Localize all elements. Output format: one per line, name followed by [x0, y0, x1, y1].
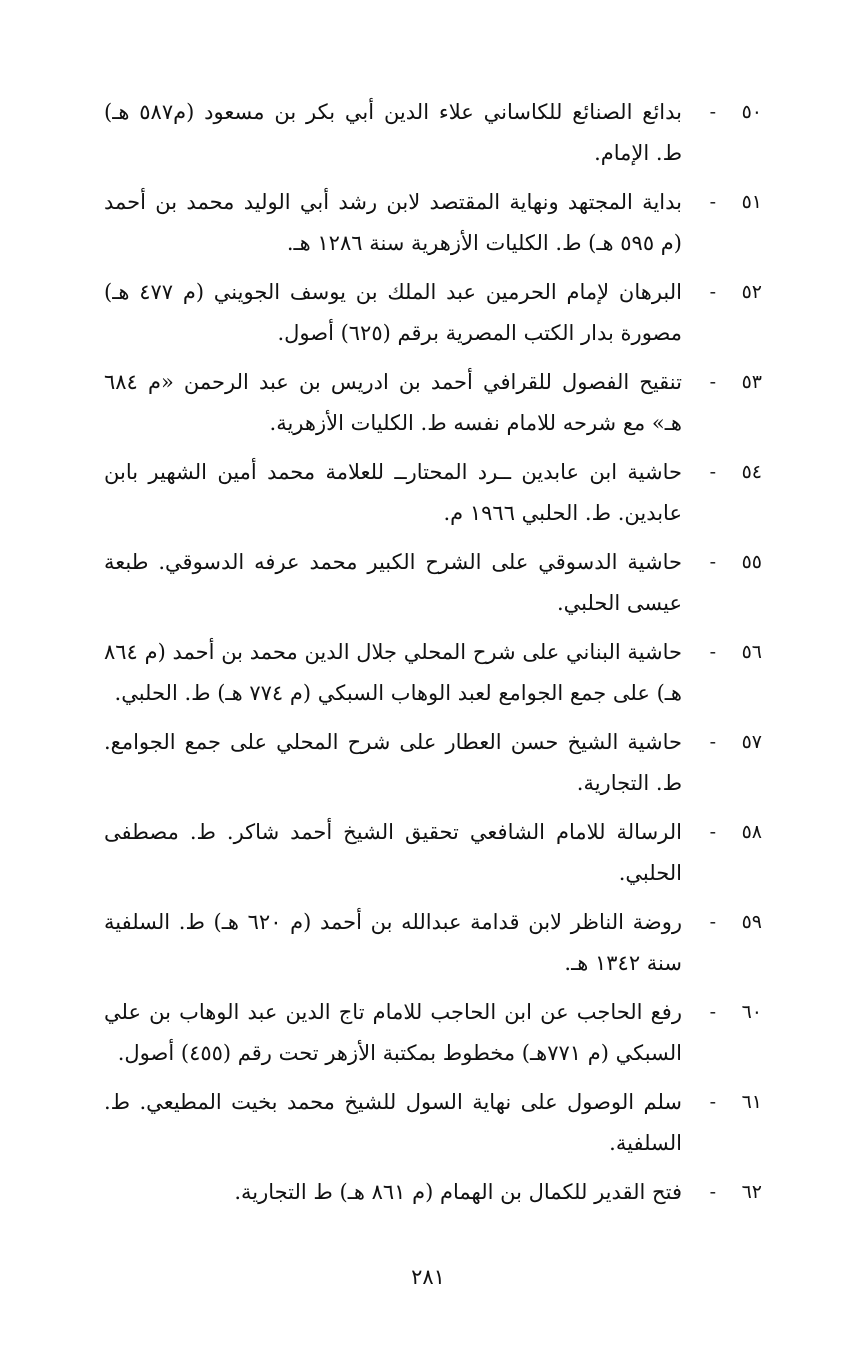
entry-text: حاشية ابن عابدين ــرد المحتارــ للعلامة محمد أمين الشهير بابن عابدين. ط. الحلبي ١٩٦٦ م.	[104, 460, 682, 525]
entry-dash: -	[709, 1181, 716, 1203]
bibliography-entry	[104, 272, 762, 354]
bibliography-entry	[104, 812, 762, 894]
bibliography-list	[104, 92, 762, 1221]
bibliography-entry	[104, 452, 762, 534]
bibliography-entry	[104, 92, 762, 174]
entry-number: ٦٠	[741, 1001, 762, 1023]
entry-number: ٥١	[741, 191, 762, 213]
entry-dash: -	[709, 911, 716, 933]
entry-number: ٥٥	[741, 551, 762, 573]
entry-text: تنقيح الفصول للقرافي أحمد بن ادريس بن عبد الرحمن «م ٦٨٤ هـ» مع شرحه للامام نفسه ط. الكليات الأزهرية.	[104, 370, 682, 435]
entry-number: ٥٤	[741, 461, 762, 483]
entry-number: ٥٢	[741, 281, 762, 303]
entry-number: ٦٢	[741, 1181, 762, 1203]
entry-dash: -	[709, 551, 716, 573]
entry-text: سلم الوصول على نهاية السول للشيخ محمد بخيت المطيعي. ط. السلفية.	[104, 1090, 682, 1155]
bibliography-entry	[104, 632, 762, 714]
bibliography-entry	[104, 722, 762, 804]
entry-dash: -	[709, 1091, 716, 1113]
entry-number: ٥٣	[741, 371, 762, 393]
bibliography-entry	[104, 542, 762, 624]
entry-number: ٥٨	[741, 821, 762, 843]
entry-number: ٥٠	[741, 101, 762, 123]
entry-dash: -	[709, 821, 716, 843]
entry-text: روضة الناظر لابن قدامة عبدالله بن أحمد (م ٦٢٠ هـ) ط. السلفية سنة ١٣٤٢ هـ.	[104, 910, 683, 975]
entry-text: حاشية الشيخ حسن العطار على شرح المحلي على جمع الجوامع. ط. التجارية.	[104, 730, 682, 795]
entry-dash: -	[709, 281, 716, 303]
bibliography-entry	[104, 902, 762, 984]
entry-text: رفع الحاجب عن ابن الحاجب للامام تاج الدين عبد الوهاب بن علي السبكي (م ٧٧١هـ) مخطوط بمكتبة الأزهر تحت رقم (٤٥٥) أصول.	[104, 1000, 682, 1065]
bibliography-entry	[104, 1082, 762, 1164]
bibliography-entry	[104, 362, 762, 444]
entry-dash: -	[709, 731, 716, 753]
entry-text: بداية المجتهد ونهاية المقتصد لابن رشد أبي الوليد محمد بن أحمد (م ٥٩٥ هـ) ط. الكليات الأزهرية سنة ١٢٨٦ هـ.	[104, 190, 682, 255]
entry-text: فتح القدير للكمال بن الهمام (م ٨٦١ هـ) ط التجارية.	[234, 1180, 682, 1204]
entry-dash: -	[709, 1001, 716, 1023]
entry-text: بدائع الصنائع للكاساني علاء الدين أبي بكر بن مسعود (م٥٨٧ هـ) ط. الإمام.	[104, 100, 682, 165]
bibliography-entry	[104, 1172, 762, 1213]
entry-number: ٥٩	[741, 911, 762, 933]
entry-dash: -	[709, 641, 716, 663]
bibliography-entry	[104, 992, 762, 1074]
entry-text: البرهان لإمام الحرمين عبد الملك بن يوسف الجويني (م ٤٧٧ هـ) مصورة بدار الكتب المصرية برقم (٦٢٥) أصول.	[104, 280, 682, 345]
entry-number: ٦١	[741, 1091, 762, 1113]
bibliography-entry	[104, 182, 762, 264]
entry-dash: -	[709, 101, 716, 123]
entry-text: الرسالة للامام الشافعي تحقيق الشيخ أحمد شاكر. ط. مصطفى الحلبي.	[104, 820, 682, 885]
entry-dash: -	[709, 461, 716, 483]
entry-number: ٥٦	[741, 641, 762, 663]
entry-text: حاشية البناني على شرح المحلي جلال الدين محمد بن أحمد (م ٨٦٤ هـ) على جمع الجوامع لعبد الوهاب السبكي (م ٧٧٤ هـ) ط. الحلبي.	[104, 640, 682, 705]
entry-number: ٥٧	[741, 731, 762, 753]
page-number: ٢٨١	[411, 1265, 445, 1289]
entry-dash: -	[709, 191, 716, 213]
entry-dash: -	[709, 371, 716, 393]
entry-text: حاشية الدسوقي على الشرح الكبير محمد عرفه الدسوقي. طبعة عيسى الحلبي.	[104, 550, 682, 615]
